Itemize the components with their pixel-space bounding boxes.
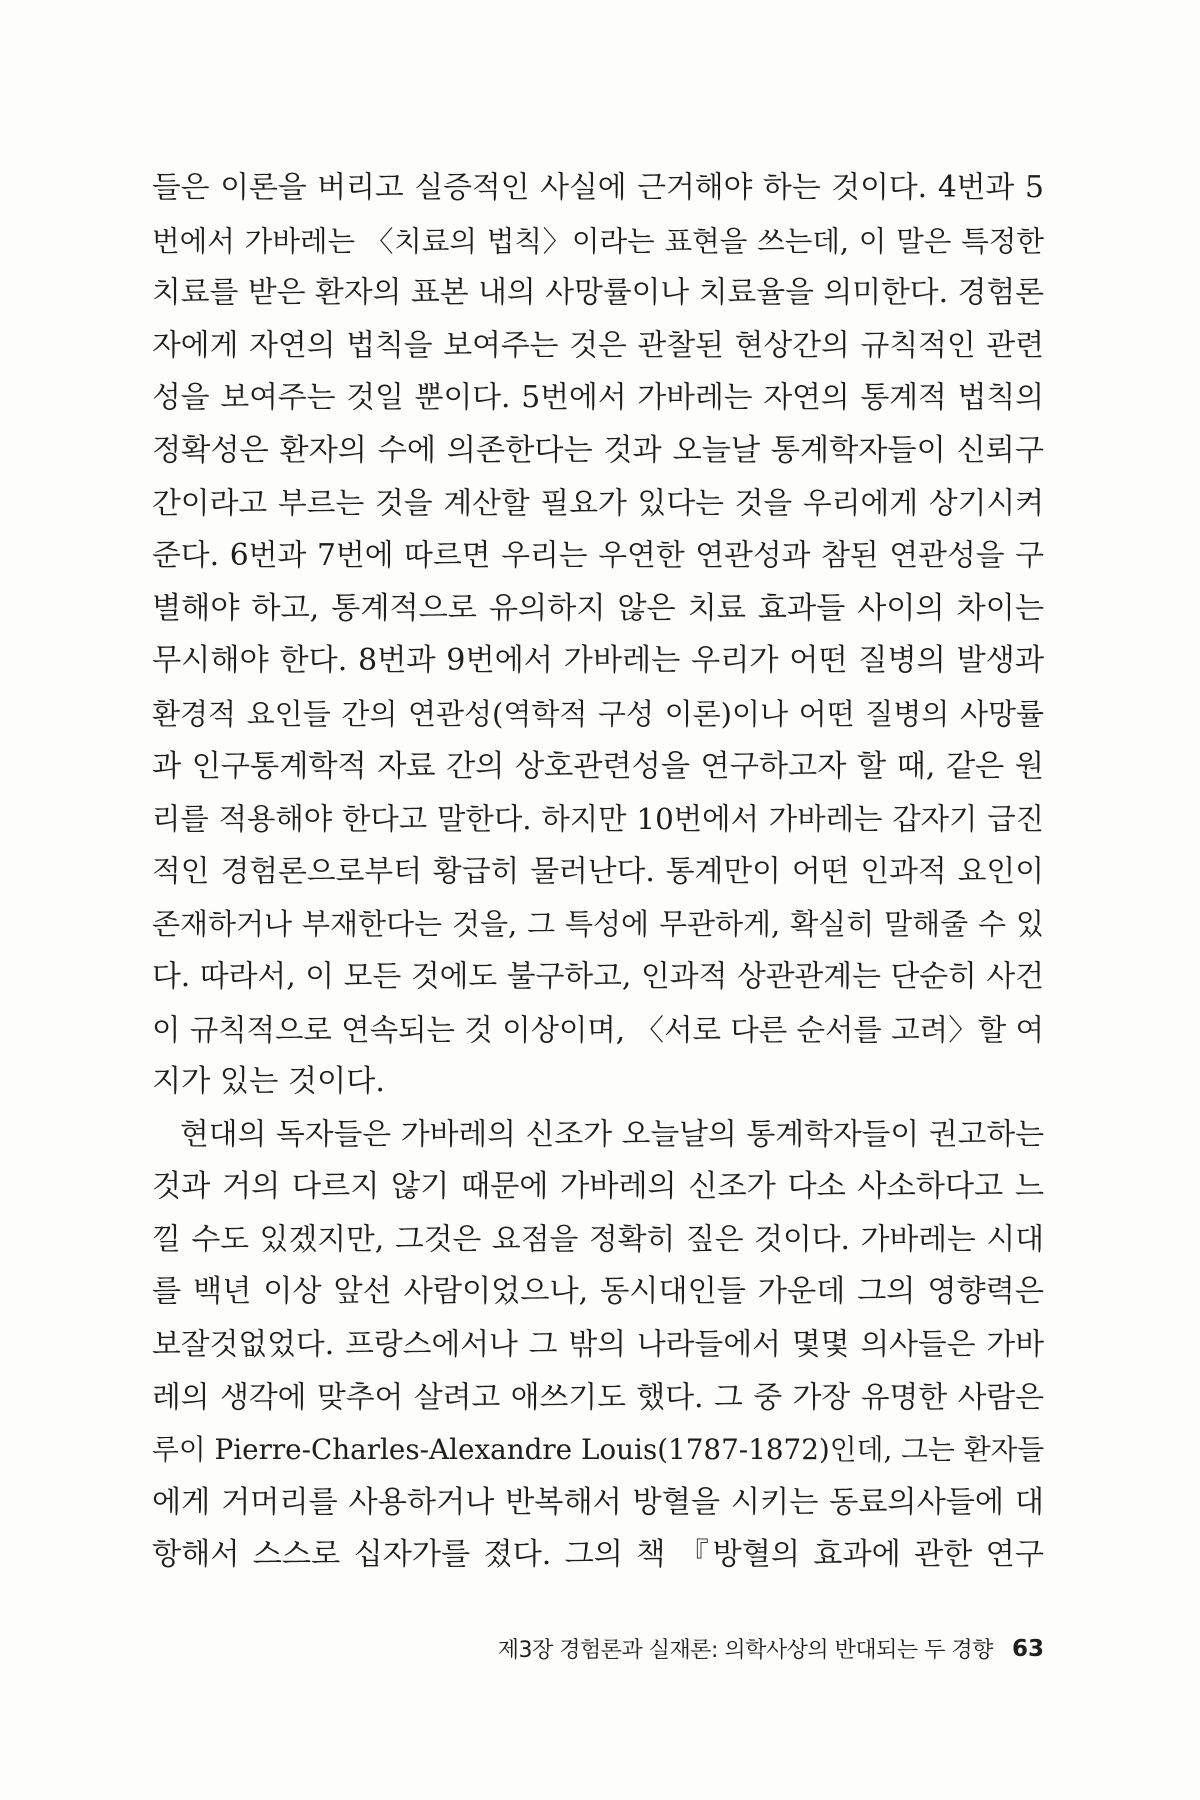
text-line: 다. 따라서, 이 모든 것에도 불구하고, 인과적 상관관계는 단순히 사건 xyxy=(152,958,1044,994)
paragraph xyxy=(152,162,1044,1109)
text-line: 자에게 자연의 법칙을 보여주는 것은 관찰된 현상간의 규칙적인 관련 xyxy=(152,327,1044,363)
running-head: 제3장 경험론과 실재론: 의학사상의 반대되는 두 경향 xyxy=(497,1638,993,1663)
text-line: 별해야 하고, 통계적으로 유의하지 않은 치료 효과들 사이의 차이는 xyxy=(152,590,1044,626)
text-line: 를 백년 이상 앞선 사람이었으나, 동시대인들 가운데 그의 영향력은 xyxy=(152,1274,1044,1310)
text-line: 간이라고 부르는 것을 계산할 필요가 있다는 것을 우리에게 상기시켜 xyxy=(152,485,1044,521)
text-line: 항해서 스스로 십자가를 졌다. 그의 책 『방혈의 효과에 관한 연구 xyxy=(152,1537,1044,1573)
page-number: 63 xyxy=(1011,1635,1044,1662)
text-line: 현대의 독자들은 가바레의 신조가 오늘날의 통계학자들이 권고하는 xyxy=(180,1116,1044,1152)
text-line: 정확성은 환자의 수에 의존한다는 것과 오늘날 통계학자들이 신뢰구 xyxy=(152,432,1044,468)
text-line: 적인 경험론으로부터 황급히 물러난다. 통계만이 어떤 인과적 요인이 xyxy=(152,853,1044,889)
text-line: 무시해야 한다. 8번과 9번에서 가바레는 우리가 어떤 질병의 발생과 xyxy=(152,643,1044,679)
text-line: 이 규칙적으로 연속되는 것 이상이며, 〈서로 다른 순서를 고려〉할 여 xyxy=(152,1012,1044,1047)
text-line: 낄 수도 있겠지만, 그것은 요점을 정확히 짚은 것이다. 가바레는 시대 xyxy=(152,1221,1044,1257)
text-line: 보잘것없었다. 프랑스에서나 그 밖의 나라들에서 몇몇 의사들은 가바 xyxy=(152,1327,1044,1363)
text-line: 치료를 받은 환자의 표본 내의 사망률이나 치료율을 의미한다. 경험론 xyxy=(152,275,1044,311)
text-line: 존재하거나 부재한다는 것을, 그 특성에 무관하게, 확실히 말해줄 수 있 xyxy=(152,907,1044,942)
text-line: 환경적 요인들 간의 연관성(역학적 구성 이론)이나 어떤 질병의 사망률 xyxy=(152,696,1044,731)
paragraph xyxy=(152,1109,1044,1582)
text-line: 레의 생각에 맞추어 살려고 애쓰기도 했다. 그 중 가장 유명한 사람은 xyxy=(152,1379,1044,1415)
text-line: 루이 Pierre-Charles-Alexandre Louis(1787-1872)인데, 그는 환자들 xyxy=(152,1433,1045,1467)
text-line: 에게 거머리를 사용하거나 반복해서 방혈을 시키는 동료의사들에 대 xyxy=(152,1484,1044,1520)
text-line: 리를 적용해야 한다고 말한다. 하지만 10번에서 가바레는 갑자기 급진 xyxy=(152,802,1044,837)
text-line: 지가 있는 것이다. xyxy=(152,1064,385,1100)
body-text xyxy=(152,162,1044,1582)
text-line: 성을 보여주는 것일 뿐이다. 5번에서 가바레는 자연의 통계적 법칙의 xyxy=(152,380,1044,416)
text-line: 준다. 6번과 7번에 따르면 우리는 우연한 연관성과 참된 연관성을 구 xyxy=(152,538,1044,574)
text-line: 번에서 가바레는 〈치료의 법칙〉이라는 표현을 쓰는데, 이 말은 특정한 xyxy=(152,223,1044,258)
text-line: 과 인구통계학적 자료 간의 상호관련성을 연구하고자 할 때, 같은 원 xyxy=(152,748,1044,784)
page-footer xyxy=(300,1633,1044,1673)
text-line: 것과 거의 다르지 않기 때문에 가바레의 신조가 다소 사소하다고 느 xyxy=(152,1169,1044,1205)
text-line: 들은 이론을 버리고 실증적인 사실에 근거해야 하는 것이다. 4번과 5 xyxy=(152,170,1044,205)
